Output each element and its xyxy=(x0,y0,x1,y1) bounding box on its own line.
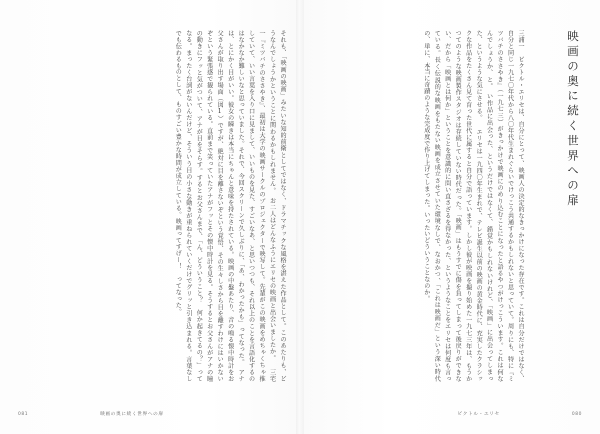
left-page-folio: 081 xyxy=(18,411,29,417)
right-page-footer xyxy=(300,408,600,420)
right-page xyxy=(300,0,600,434)
right-page-running-head: ビクトル・エリセ xyxy=(457,412,500,417)
chapter-title: 映画の奥に続く世界への扉 xyxy=(566,30,580,209)
left-page-body-text: それも、「映画の映画」みたいな知的前衛としてではなく、ドラマチックな風格を湛えた作品として。このあたりも、どうなんでしょうかということに関わるかもしれません。 お二人はどんなふうにエリセの映画と出会いましたか。 三宅一『ミツバチのささやき』、最初は大学の映画サークルのプロジェクターで映写して。先輩がこの映画をめちゃくちゃ推していて、いい言葉を入り口に見まして、いいものを見た、すごいなあ、と思いつつも、それ以上のことを言語化するのはなかなか難しいなと思っていました。それで、今回スクリーンで久しぶりに、「あ、わかったかも」ってなった。 アナは、とにかく目がいい。彼女の瞬きは本当にちゃんと意味を持たされている。映画の中盤あたり、音の鳴る懐中時計をお父さんが取り出す場面（図1）ですが、絶対に目を離さないぞという覚悟、その生々しさから目を離すわけにはいかないぞという緊張感で観られている。直前まで笑っていたアナがフッとその懐中時計を見る。そうするとお父さんがアナの瞳の動きにフッと気がついて、アナが目をそらす。するとお父さんまで、「ん、どういうこと？ 何か起きてるの？」ってなる。まったく台詞がないんだけど、そういう目の小さな動きが重ねられていくだけでグリッと引き込まれる。言葉なしでも伝わるものとして、ものすごい豊かな時間が成立している。映画ってすげー！ ってなった。 xyxy=(174,30,286,382)
left-page-footer xyxy=(0,408,300,420)
right-page-body-text: 三浦一 ビクトル・エリセは、自分にとって、映画人の決定的なきっかけになった存在です。これは自分だけではなく、自分と同じ一九七〇年代から八〇年代生まれぐらいでけっこう共通するかもしれないと思っていて。周りにも、特に『ミツバチのささやき』（一九七三）がきっかけで映画にのめり込むことになったと語るやつがけっこういます。これは何なんでしょうか、と。 い作品に出会った、というだけではなくて、錯覚かもしれないけれど、「映画」に出会ってしまった、というような気にさせる。 エリセは一九四〇年生まれで、テレビ誕生以前の映画の黄金時代に、充実したクラシックな作品をたくさん見て育った世代に属すると自分で語っています。しかし彼が映画を撮り始めた一九七三年は、もうかつてのような映画製作スタジオは存続していない時代だった。「映画」はもうすでに傷を負ってしまって後戻りができない、だから「映画とは何か」ということを意識的に問い直さざるを得なかった、というようなことをエリセは何度も言っている。長く伝説的な映画をもたない映画を成立させていた環境なしで、なおかつ、「これは映画だ」という深い時代の、単に、本当に奇蹟のような完成度で作り上げてしまった。いったいどういうことなのか。 xyxy=(422,30,524,382)
right-page-folio: 080 xyxy=(571,411,582,417)
left-page-running-head: 映画の奥に続く世界への扉 xyxy=(100,412,164,417)
